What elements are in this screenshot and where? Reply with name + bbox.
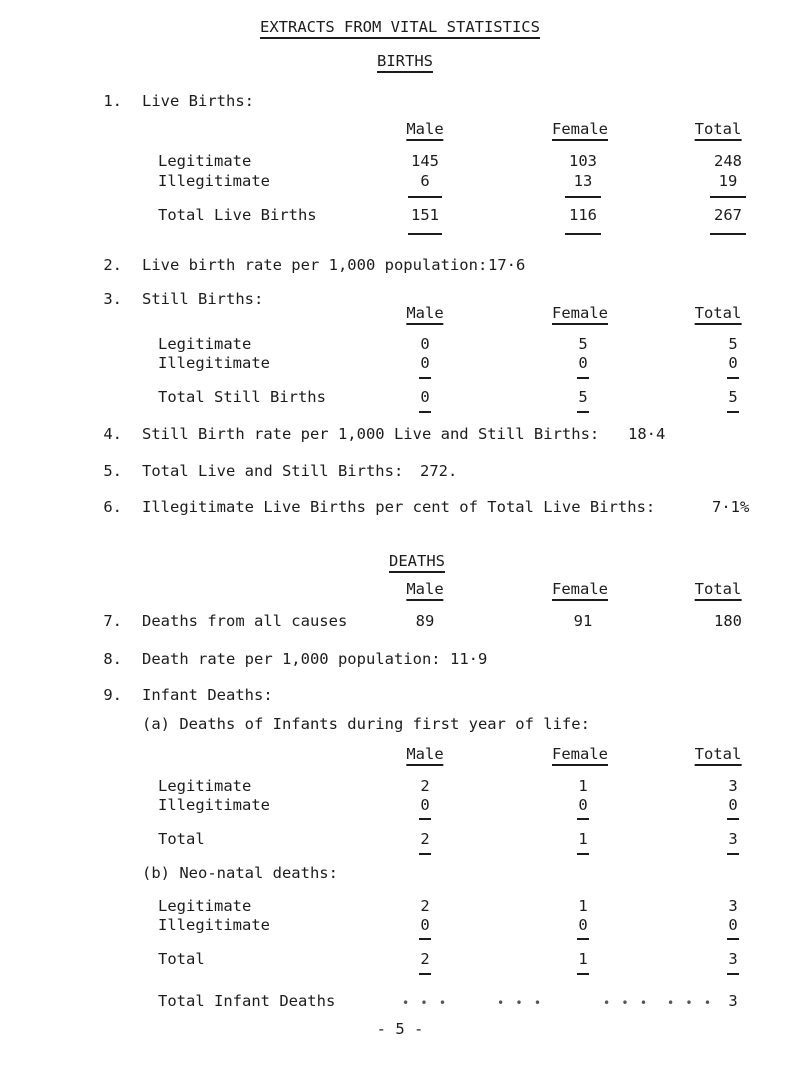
item-number: 4. bbox=[103, 425, 122, 443]
rule bbox=[577, 818, 589, 820]
cell-male: 2 bbox=[420, 950, 430, 968]
still-birth-rate-text: Still Birth rate per 1,000 Live and Still Births: bbox=[142, 425, 600, 443]
item-number: 6. bbox=[103, 498, 122, 516]
row-label: Total bbox=[158, 950, 205, 968]
col-total: Total bbox=[695, 745, 742, 766]
deaths-heading: DEATHS bbox=[389, 552, 445, 573]
total-births-value: 272. bbox=[420, 462, 458, 480]
cell-male: 0 bbox=[420, 916, 430, 934]
rule bbox=[419, 411, 431, 413]
row-label: Illegitimate bbox=[158, 796, 270, 814]
cell-female: 103 bbox=[569, 152, 597, 170]
cell-female: 13 bbox=[573, 172, 593, 190]
col-male: Male bbox=[406, 580, 443, 601]
cell-male: 0 bbox=[420, 335, 430, 353]
item-number: 9. bbox=[103, 686, 122, 704]
leader-dots: • • • bbox=[666, 996, 714, 1010]
col-female: Female bbox=[552, 580, 608, 601]
infant-deaths-label: Infant Deaths: bbox=[142, 686, 273, 704]
rule bbox=[419, 377, 431, 379]
cell-total: 3 bbox=[728, 830, 738, 848]
cell-total: 180 bbox=[714, 612, 742, 630]
item-number: 2. bbox=[103, 256, 122, 274]
death-rate-text: Death rate per 1,000 population: bbox=[142, 650, 441, 668]
rule bbox=[565, 196, 601, 198]
page-number: - 5 - bbox=[376, 1020, 424, 1038]
still-birth-rate-value: 18·4 bbox=[628, 425, 666, 443]
sub-a-heading: (a) Deaths of Infants during first year of life: bbox=[142, 715, 590, 733]
cell-female: 0 bbox=[578, 354, 588, 372]
rule bbox=[727, 853, 739, 855]
cell-total: 3 bbox=[728, 777, 738, 795]
cell-female: 1 bbox=[578, 777, 588, 795]
col-total: Total bbox=[695, 580, 742, 601]
death-rate-value: 11·9 bbox=[450, 650, 488, 668]
rule bbox=[727, 938, 739, 940]
col-total: Total bbox=[695, 120, 742, 141]
col-female: Female bbox=[552, 304, 608, 325]
deaths-label: Deaths from all causes bbox=[142, 612, 348, 630]
rule bbox=[710, 233, 746, 235]
cell-female: 1 bbox=[578, 897, 588, 915]
item-number: 1. bbox=[103, 92, 122, 110]
cell-female: 5 bbox=[578, 388, 588, 406]
cell-total: 0 bbox=[728, 354, 738, 372]
total-infant-deaths-value: 3 bbox=[728, 992, 738, 1010]
rule bbox=[710, 196, 746, 198]
cell-total: 248 bbox=[714, 152, 742, 170]
sub-b-heading: (b) Neo-natal deaths: bbox=[142, 864, 338, 882]
cell-female: 116 bbox=[569, 206, 597, 224]
item-number: 3. bbox=[103, 290, 122, 308]
rule bbox=[577, 973, 589, 975]
rule bbox=[419, 938, 431, 940]
rule bbox=[727, 973, 739, 975]
cell-female: 1 bbox=[578, 830, 588, 848]
cell-male: 2 bbox=[420, 830, 430, 848]
row-label: Illegitimate bbox=[158, 172, 270, 190]
live-births-label: Live Births: bbox=[142, 92, 254, 110]
row-label: Legitimate bbox=[158, 777, 252, 795]
cell-total: 0 bbox=[728, 916, 738, 934]
cell-male: 6 bbox=[420, 172, 430, 190]
item-number: 5. bbox=[103, 462, 122, 480]
leader-dots: • • • bbox=[496, 996, 544, 1010]
row-label: Legitimate bbox=[158, 335, 252, 353]
live-birth-rate-text: Live birth rate per 1,000 population: bbox=[142, 256, 488, 274]
col-female: Female bbox=[552, 745, 608, 766]
cell-total: 3 bbox=[728, 897, 738, 915]
rule bbox=[408, 233, 442, 235]
cell-female: 5 bbox=[578, 335, 588, 353]
col-total: Total bbox=[695, 304, 742, 325]
cell-female: 0 bbox=[578, 796, 588, 814]
cell-total: 0 bbox=[728, 796, 738, 814]
col-male: Male bbox=[406, 120, 443, 141]
row-label: Illegitimate bbox=[158, 916, 270, 934]
row-label: Legitimate bbox=[158, 897, 252, 915]
page-title: EXTRACTS FROM VITAL STATISTICS bbox=[260, 18, 540, 39]
col-female: Female bbox=[552, 120, 608, 141]
cell-male: 0 bbox=[420, 796, 430, 814]
rule bbox=[577, 853, 589, 855]
rule bbox=[565, 233, 601, 235]
cell-total: 5 bbox=[728, 335, 738, 353]
item-number: 8. bbox=[103, 650, 122, 668]
births-heading: BIRTHS bbox=[377, 52, 433, 73]
rule bbox=[419, 853, 431, 855]
rule bbox=[408, 196, 442, 198]
col-male: Male bbox=[406, 304, 443, 325]
cell-total: 3 bbox=[728, 950, 738, 968]
row-label: Total Live Births bbox=[158, 206, 317, 224]
leader-dots: • • • bbox=[401, 996, 449, 1010]
total-births-text: Total Live and Still Births: bbox=[142, 462, 404, 480]
cell-male: 0 bbox=[420, 354, 430, 372]
leader-dots: • • • bbox=[602, 996, 650, 1010]
cell-male: 0 bbox=[420, 388, 430, 406]
cell-female: 1 bbox=[578, 950, 588, 968]
cell-total: 19 bbox=[718, 172, 738, 190]
rule bbox=[419, 818, 431, 820]
row-label: Illegitimate bbox=[158, 354, 270, 372]
cell-total: 267 bbox=[714, 206, 742, 224]
row-label: Total Still Births bbox=[158, 388, 326, 406]
cell-total: 5 bbox=[728, 388, 738, 406]
cell-male: 2 bbox=[420, 897, 430, 915]
cell-male: 151 bbox=[411, 206, 439, 224]
rule bbox=[577, 377, 589, 379]
cell-male: 2 bbox=[420, 777, 430, 795]
rule bbox=[727, 377, 739, 379]
row-label: Legitimate bbox=[158, 152, 252, 170]
row-label: Total bbox=[158, 830, 205, 848]
total-infant-deaths-label: Total Infant Deaths bbox=[158, 992, 336, 1010]
rule bbox=[577, 938, 589, 940]
live-birth-rate-value: 17·6 bbox=[488, 256, 526, 274]
rule bbox=[727, 818, 739, 820]
cell-female: 0 bbox=[578, 916, 588, 934]
col-male: Male bbox=[406, 745, 443, 766]
illegitimate-percent-value: 7·1% bbox=[712, 498, 750, 516]
illegitimate-percent-text: Illegitimate Live Births per cent of Total Live Births: bbox=[142, 498, 656, 516]
cell-male: 145 bbox=[411, 152, 439, 170]
item-number: 7. bbox=[103, 612, 122, 630]
rule bbox=[577, 411, 589, 413]
cell-male: 89 bbox=[415, 612, 435, 630]
cell-female: 91 bbox=[573, 612, 593, 630]
rule bbox=[727, 411, 739, 413]
rule bbox=[419, 973, 431, 975]
still-births-label: Still Births: bbox=[142, 290, 264, 308]
